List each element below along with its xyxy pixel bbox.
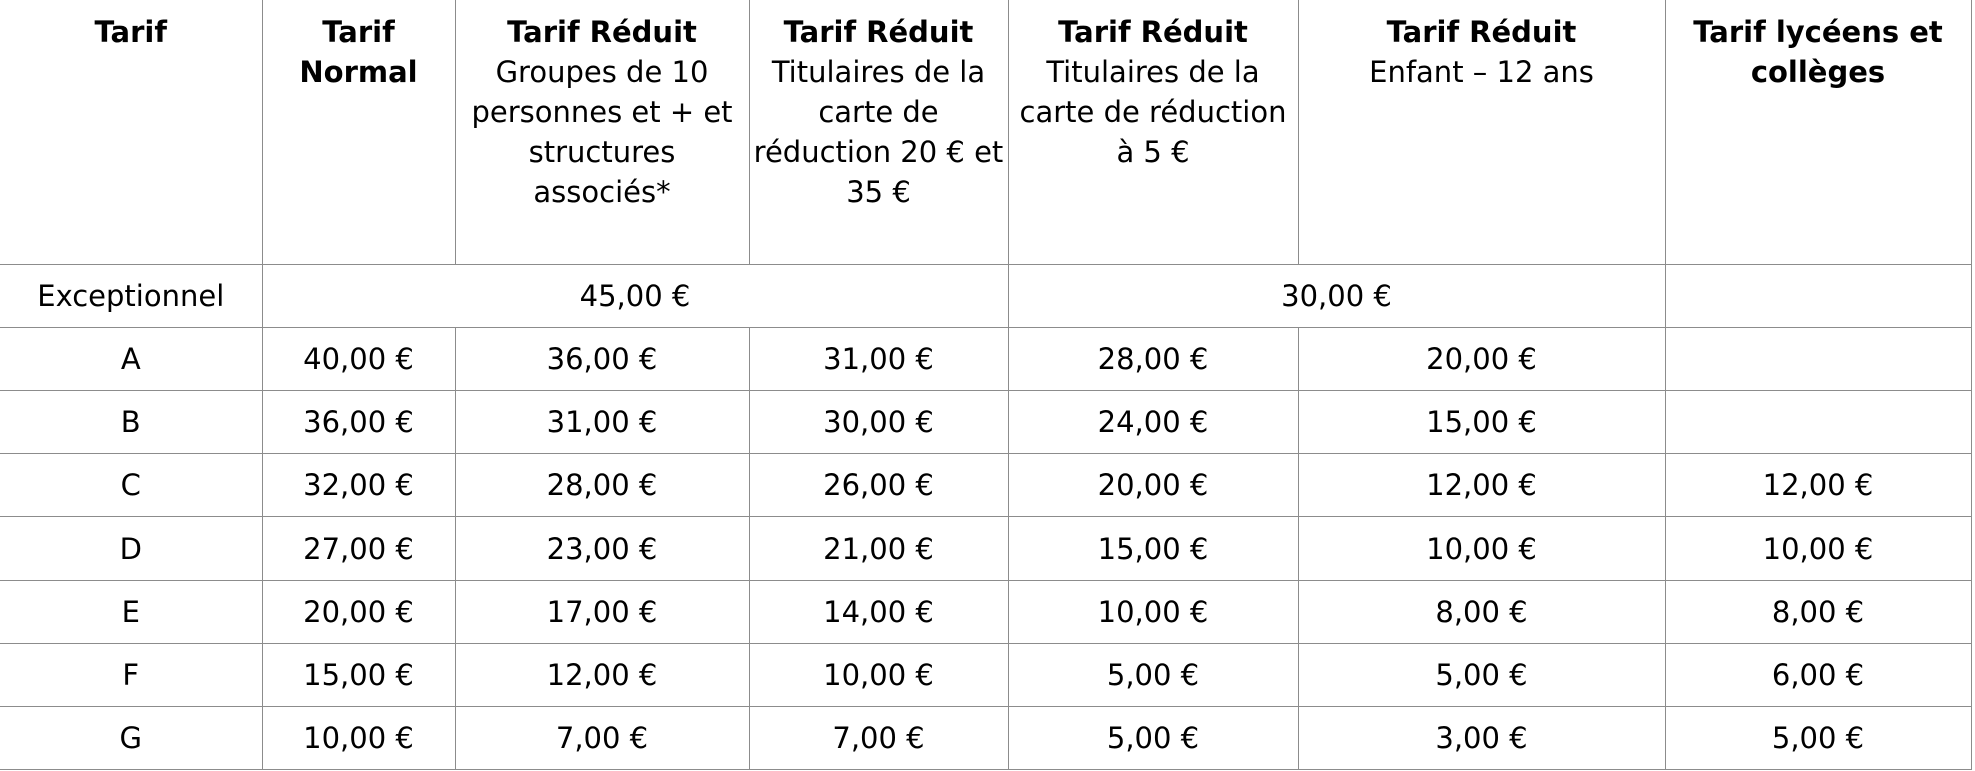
price-cell: 20,00 €	[262, 580, 455, 643]
price-cell: 10,00 €	[1298, 517, 1665, 580]
price-cell: 15,00 €	[1008, 517, 1298, 580]
header-tarif-reduit-carte-5	[1008, 0, 1298, 265]
header-tarif-normal-title: Tarif Normal	[299, 15, 418, 89]
header-tarif-reduit-carte-20-35-subtitle: Titulaires de la carte de réduction 20 € et 35 €	[753, 55, 1004, 209]
price-cell: 10,00 €	[262, 706, 455, 769]
price-cell: 15,00 €	[1298, 391, 1665, 454]
price-cell: 12,00 €	[1298, 454, 1665, 517]
price-cell: 36,00 €	[455, 328, 749, 391]
price-cell: 24,00 €	[1008, 391, 1298, 454]
price-cell: 27,00 €	[262, 517, 455, 580]
header-tarif-reduit-carte-5-subtitle: Titulaires de la carte de réduction à 5 €	[1019, 55, 1287, 169]
price-cell: 5,00 €	[1008, 643, 1298, 706]
price-cell: 40,00 €	[262, 328, 455, 391]
row-label: D	[0, 517, 262, 580]
table-row	[0, 454, 1971, 517]
table-row	[0, 706, 1971, 769]
price-cell	[1665, 328, 1971, 391]
table-row-exceptionnel	[0, 265, 1971, 328]
price-cell: 17,00 €	[455, 580, 749, 643]
price-cell: 15,00 €	[262, 643, 455, 706]
header-tarif-lyceens-title: Tarif lycéens et collèges	[1693, 15, 1943, 89]
price-cell: 20,00 €	[1298, 328, 1665, 391]
price-cell: 31,00 €	[749, 328, 1008, 391]
header-tarif-normal	[262, 0, 455, 265]
header-tarif-reduit-enfant-subtitle: Enfant – 12 ans	[1369, 55, 1594, 89]
price-cell: 5,00 €	[1665, 706, 1971, 769]
header-tarif-reduit-carte-20-35	[749, 0, 1008, 265]
price-cell: 10,00 €	[1665, 517, 1971, 580]
price-cell: 28,00 €	[455, 454, 749, 517]
price-cell: 20,00 €	[1008, 454, 1298, 517]
row-label: E	[0, 580, 262, 643]
row-label: F	[0, 643, 262, 706]
header-tarif	[0, 0, 262, 265]
row-label: C	[0, 454, 262, 517]
price-cell: 32,00 €	[262, 454, 455, 517]
price-cell	[1665, 391, 1971, 454]
header-tarif-reduit-groupes-title: Tarif Réduit	[507, 15, 697, 49]
table-header-row	[0, 0, 1971, 265]
price-cell: 30,00 €	[749, 391, 1008, 454]
price-cell: 28,00 €	[1008, 328, 1298, 391]
price-cell: 3,00 €	[1298, 706, 1665, 769]
price-cell: 6,00 €	[1665, 643, 1971, 706]
price-cell: 21,00 €	[749, 517, 1008, 580]
price-cell: 8,00 €	[1298, 580, 1665, 643]
header-tarif-reduit-groupes-subtitle: Groupes de 10 personnes et + et structures associés*	[471, 55, 733, 209]
price-cell: 31,00 €	[455, 391, 749, 454]
header-tarif-lyceens	[1665, 0, 1971, 265]
row-label: G	[0, 706, 262, 769]
price-cell: 7,00 €	[749, 706, 1008, 769]
price-cell: 14,00 €	[749, 580, 1008, 643]
header-tarif-reduit-groupes	[455, 0, 749, 265]
price-cell: 7,00 €	[455, 706, 749, 769]
header-tarif-reduit-enfant-title: Tarif Réduit	[1386, 15, 1577, 49]
price-cell-exceptionnel-normal: 45,00 €	[262, 265, 1008, 328]
header-tarif-reduit-carte-20-35-title: Tarif Réduit	[783, 15, 974, 49]
price-cell: 36,00 €	[262, 391, 455, 454]
header-tarif-reduit-enfant	[1298, 0, 1665, 265]
table-row	[0, 643, 1971, 706]
price-cell: 12,00 €	[1665, 454, 1971, 517]
row-label: B	[0, 391, 262, 454]
price-cell-exceptionnel-reduit: 30,00 €	[1008, 265, 1665, 328]
price-cell: 8,00 €	[1665, 580, 1971, 643]
header-tarif-title: Tarif	[94, 15, 167, 49]
table-row	[0, 391, 1971, 454]
price-cell: 12,00 €	[455, 643, 749, 706]
price-cell: 10,00 €	[1008, 580, 1298, 643]
price-cell: 23,00 €	[455, 517, 749, 580]
price-cell: 10,00 €	[749, 643, 1008, 706]
header-tarif-reduit-carte-5-title: Tarif Réduit	[1058, 15, 1248, 49]
price-cell: 26,00 €	[749, 454, 1008, 517]
table-row	[0, 328, 1971, 391]
price-cell: 5,00 €	[1008, 706, 1298, 769]
row-label: Exceptionnel	[0, 265, 262, 328]
price-cell: 5,00 €	[1298, 643, 1665, 706]
price-cell-exceptionnel-lyceens	[1665, 265, 1971, 328]
table-row	[0, 580, 1971, 643]
table-row	[0, 517, 1971, 580]
row-label: A	[0, 328, 262, 391]
